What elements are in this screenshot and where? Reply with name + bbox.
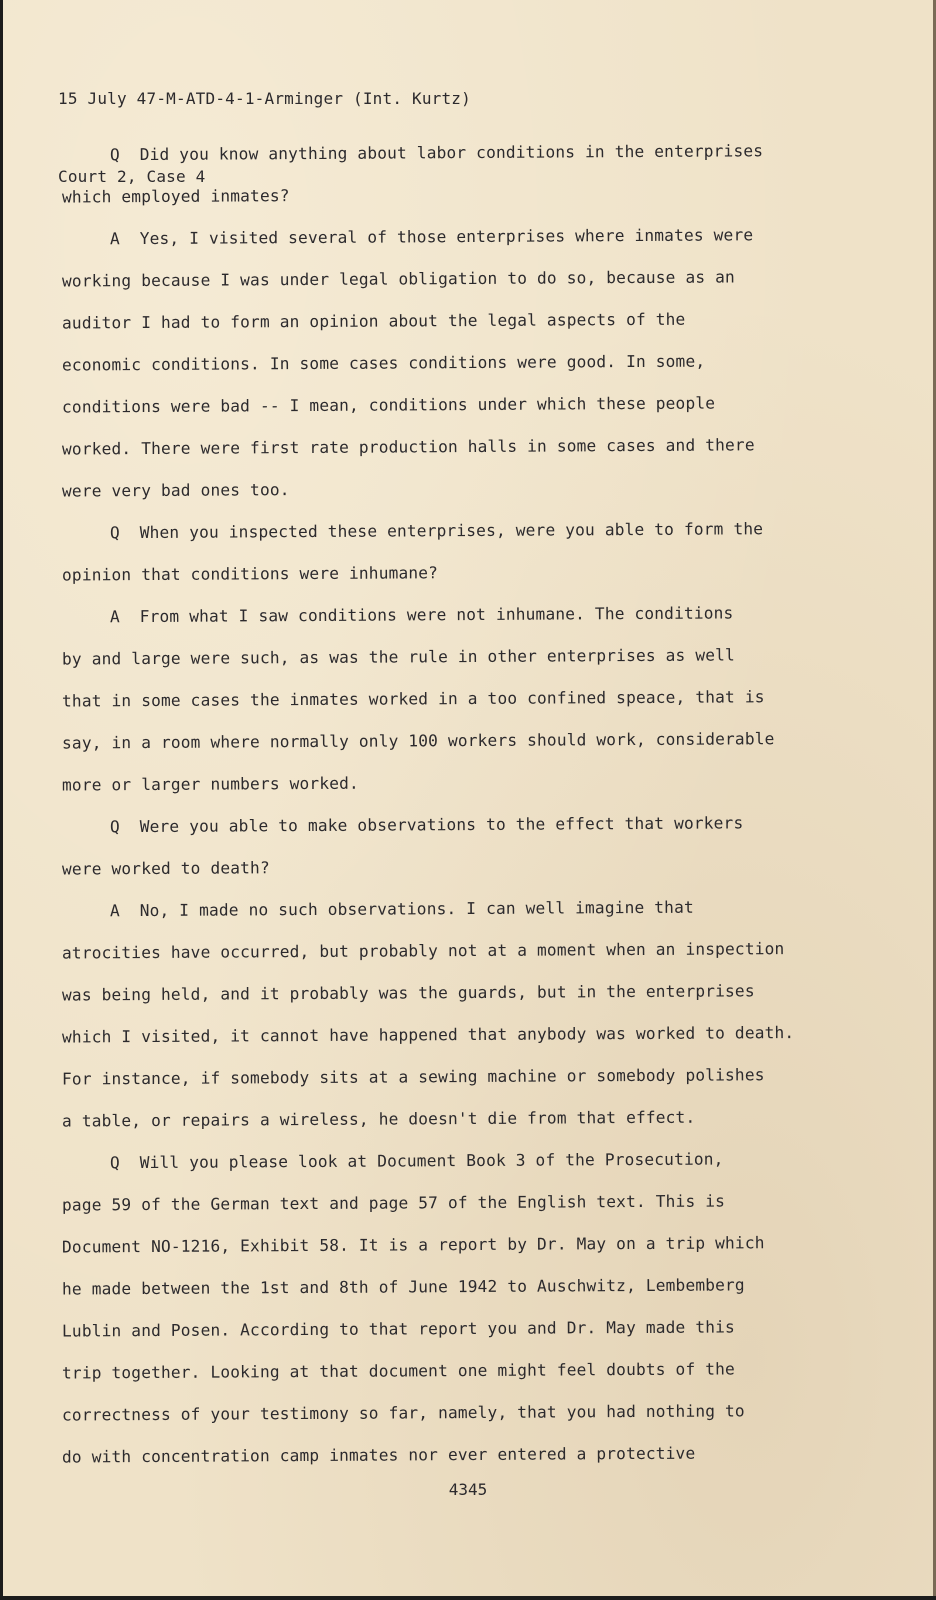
transcript-line: that in some cases the inmates worked in a too confined speace, that is	[61, 687, 765, 711]
transcript-line: Lublin and Posen. According to that report you and Dr. May made this	[61, 1317, 735, 1341]
transcript-line: working because I was under legal obligation to do so, because as an	[61, 267, 735, 291]
transcript-line: Q Will you please look at Document Book 3 of the Prosecution,	[109, 1149, 724, 1173]
transcript-line: which employed inmates?	[61, 186, 290, 207]
transcript-line: Q Were you able to make observations to the effect that workers	[109, 813, 744, 837]
transcript-line: he made between the 1st and 8th of June 1942 to Auschwitz, Lembemberg	[61, 1275, 745, 1299]
header-line-date-reference: 15 July 47-M-ATD-4-1-Arminger (Int. Kurtz)	[58, 89, 471, 108]
transcript-line: auditor I had to form an opinion about the legal aspects of the	[61, 309, 686, 333]
transcript-line: economic conditions. In some cases conditions were good. In some,	[61, 351, 706, 375]
transcript-line: correctness of your testimony so far, namely, that you had nothing to	[61, 1401, 745, 1425]
transcript-line: by and large were such, as was the rule in other enterprises as well	[61, 645, 735, 669]
transcript-line: more or larger numbers worked.	[61, 773, 359, 795]
transcript-line: Q Did you know anything about labor conditions in the enterprises	[109, 141, 764, 165]
header-line-court-case: Court 2, Case 4	[58, 167, 206, 186]
transcript-line: A Yes, I visited several of those enterprises where inmates were	[109, 225, 754, 249]
transcript-line: do with concentration camp inmates nor ever entered a protective	[61, 1443, 696, 1467]
transcript-line: Document NO-1216, Exhibit 58. It is a report by Dr. May on a trip which	[61, 1233, 765, 1257]
transcript-line: a table, or repairs a wireless, he doesn't die from that effect.	[61, 1107, 696, 1131]
scan-edge-left	[0, 0, 3, 1600]
transcript-line: A From what I saw conditions were not inhumane. The conditions	[109, 603, 734, 627]
page-number: 4345	[448, 1480, 488, 1499]
transcript-line: opinion that conditions were inhumane?	[61, 563, 439, 585]
transcript-line: worked. There were first rate production halls in some cases and there	[61, 435, 755, 459]
transcript-line: say, in a room where normally only 100 workers should work, considerable	[61, 729, 775, 753]
transcript-line: trip together. Looking at that document one might feel doubts of the	[61, 1359, 735, 1383]
transcript-body	[62, 132, 882, 1476]
transcript-line: For instance, if somebody sits at a sewing machine or somebody polishes	[61, 1065, 765, 1089]
transcript-line: atrocities have occurred, but probably not at a moment when an inspection	[61, 939, 785, 963]
transcript-line: A No, I made no such observations. I can well imagine that	[109, 897, 694, 921]
transcript-line: were very bad ones too.	[61, 480, 290, 501]
transcript-line: was being held, and it probably was the guards, but in the enterprises	[61, 981, 755, 1005]
transcript-line: were worked to death?	[61, 858, 270, 879]
transcript-line: which I visited, it cannot have happened that anybody was worked to death.	[61, 1023, 795, 1047]
transcript-line: Q When you inspected these enterprises, were you able to form the	[109, 519, 764, 543]
transcript-line: page 59 of the German text and page 57 of the English text. This is	[61, 1191, 726, 1215]
transcript-line: conditions were bad -- I mean, conditions under which these people	[61, 393, 716, 417]
scan-edge-bottom	[0, 1596, 936, 1600]
